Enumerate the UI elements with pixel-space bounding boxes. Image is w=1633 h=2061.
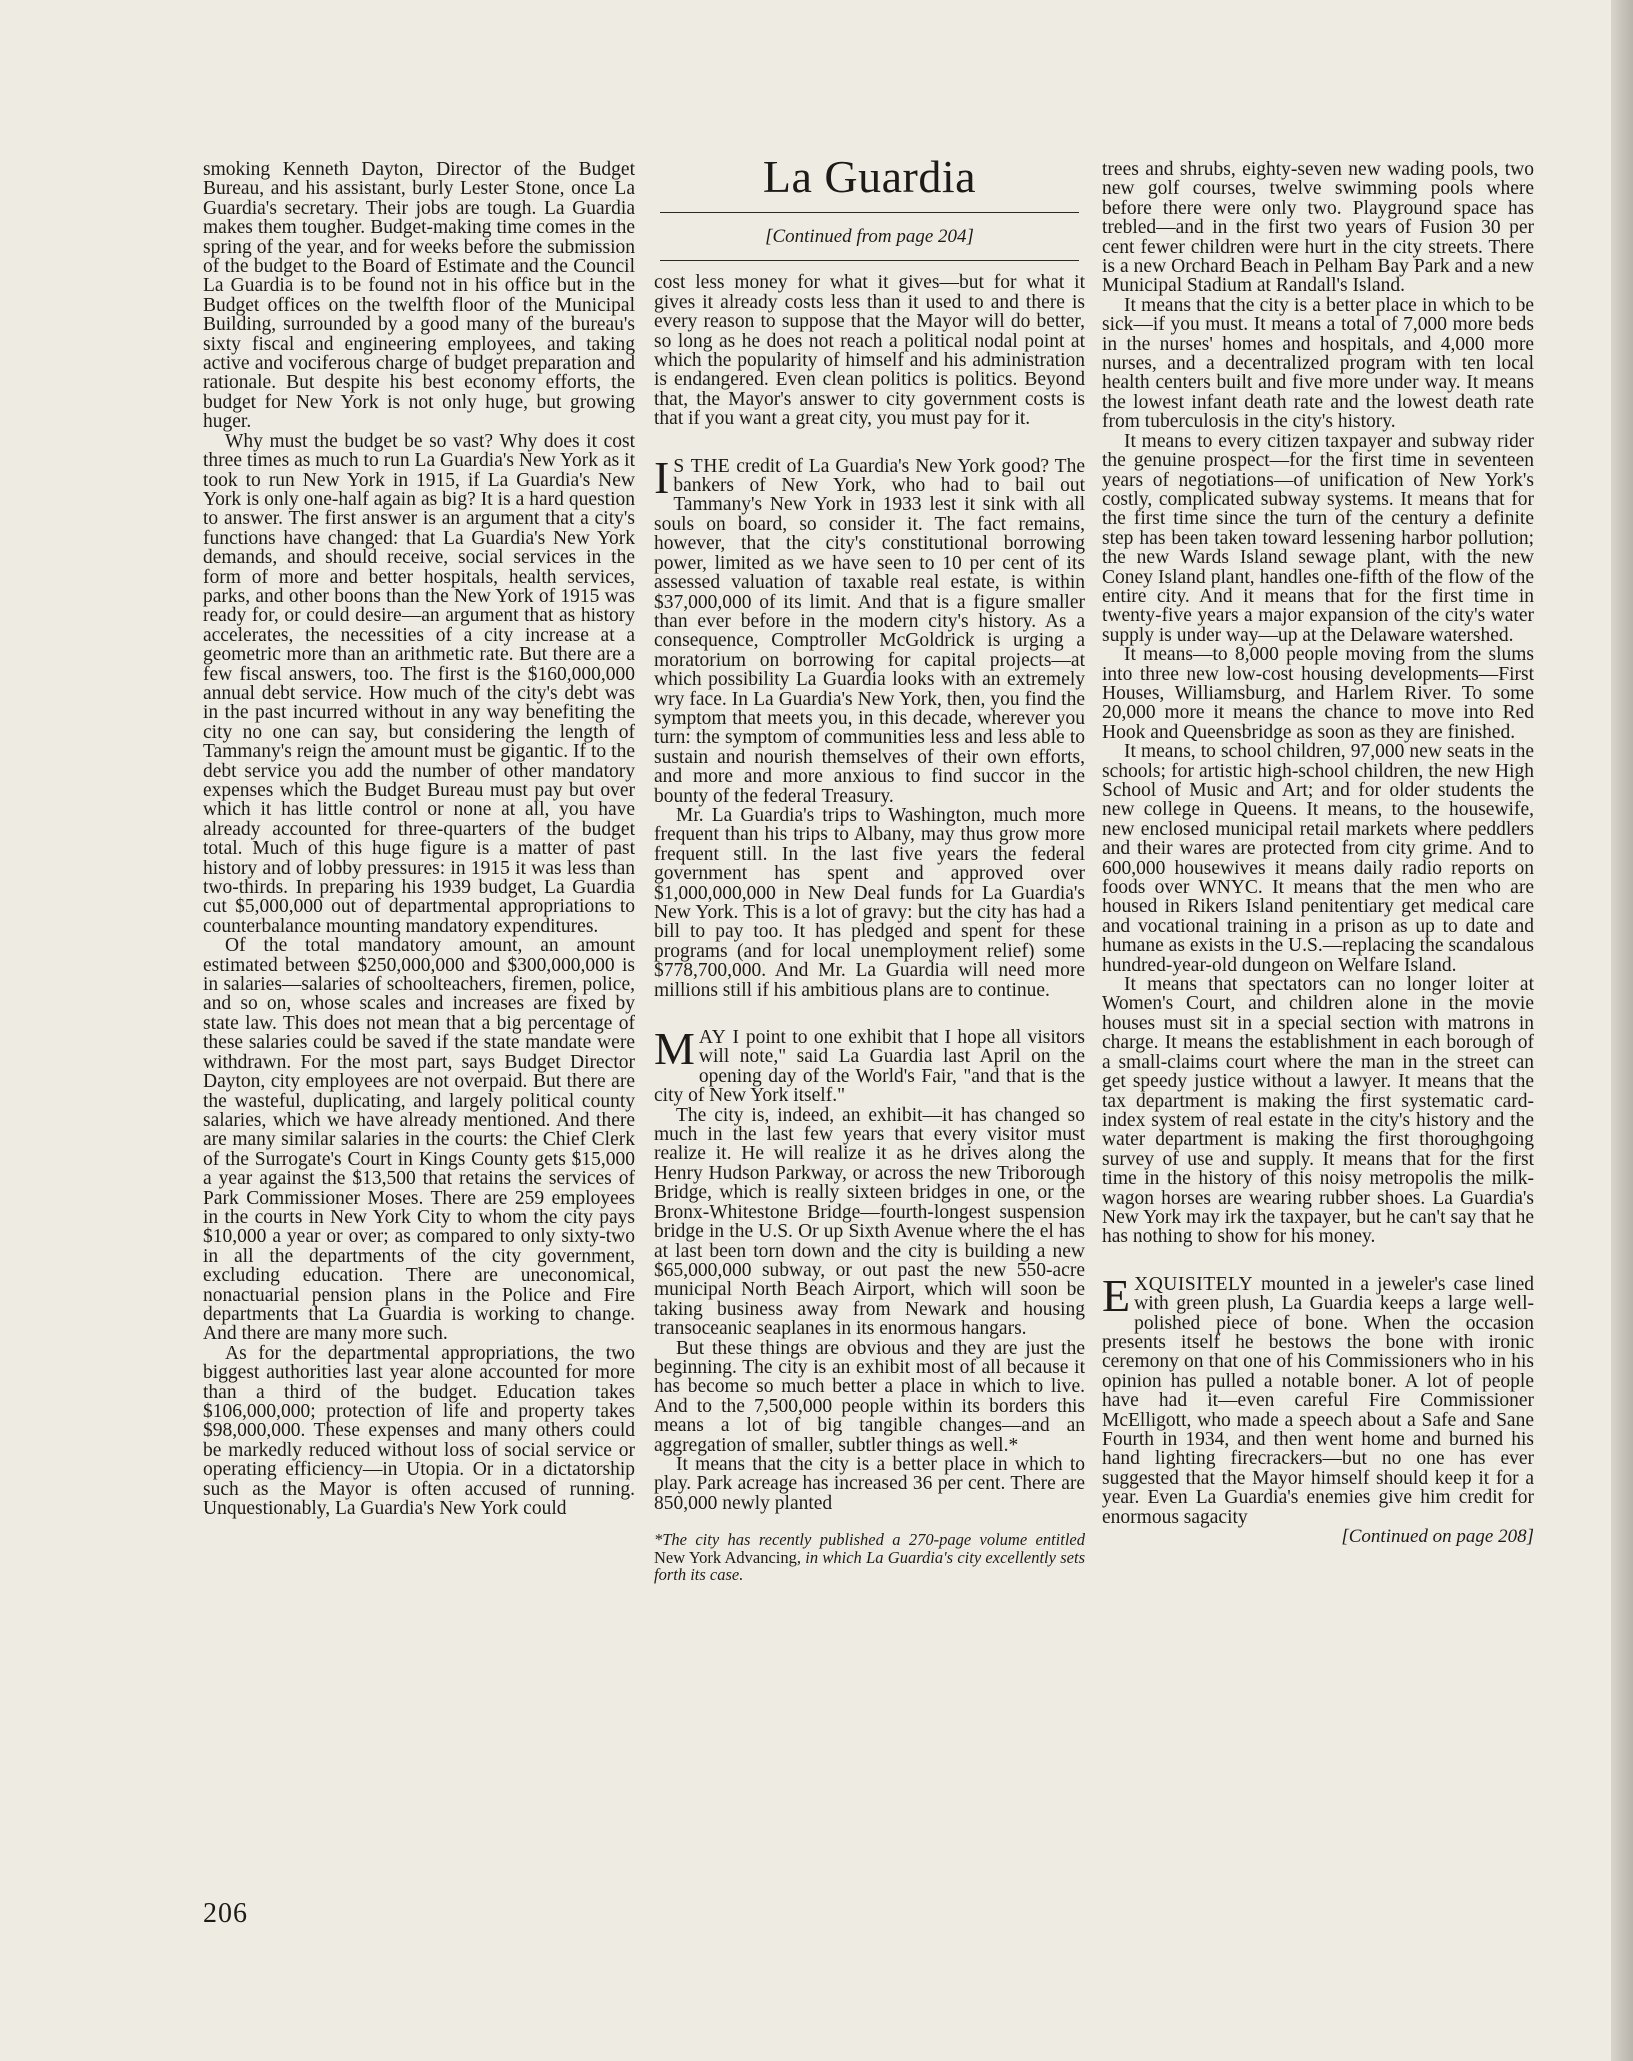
paragraph: trees and shrubs, eighty-seven new wading pools, two new golf courses, twelve swimming pools where before there were only two. Playground space has trebled—and in the first two years of Fusion 30 per cent fewer children were hurt in the city streets. There is a new Orchard Beach in Pelham Bay Park and a new Municipal Stadium at Randall's Island. bbox=[1102, 159, 1534, 297]
section-break bbox=[1102, 1247, 1534, 1275]
paragraph: But these things are obvious and they are just the beginning. The city is an exhibit most of all because it has become so much better a place in which to live. And to the 7,500,000 people within its borders this means a lot of big tangible changes—and an aggregation of smaller, subtler things as well.* bbox=[654, 1337, 1085, 1456]
footnote bbox=[654, 1531, 1085, 1584]
footnote-text: in which La Guardia's city excellently sets forth its case. bbox=[654, 1547, 1085, 1585]
page-edge bbox=[1611, 0, 1633, 2061]
continued-rule bbox=[660, 260, 1079, 261]
drop-cap: M bbox=[654, 1023, 695, 1075]
paragraph: Why must the budget be so vast? Why does it cost three times as much to run La Guardia's New York as it took to run New York in 1915, if La Guardia's New York is only one-half again as big? It is a hard question to answer. The first answer is an argument that a city's functions have changed: that La Guardia's New York demands, and should receive, social services in the form of more and better hospitals, health services, parks, and other boons than the New York of 1915 was ready for, or could desire—an argument that as history accelerates, the necessities of a city increase at a geometric more than an arithmetic rate. But there are a few fiscal answers, too. The first is the $160,000,000 annual debt service. How much of the city's debt was in the past incurred without in any way benefiting the city no one can say, but considering the length of Tammany's reign the amount must be gigantic. If to the debt service you add the number of other mandatory expenses which the Budget Bureau must pay but over which it has little control or none at all, you have already accounted for three-quarters of the budget total. Much of this huge figure is a matter of past history and of lobby pressures: in 1915 it was less than two-thirds. In preparing his 1939 budget, La Guardia cut $5,000,000 out of departmental appropriations to counterbalance mounting mandatory expenditures. bbox=[203, 430, 635, 937]
middle-column bbox=[654, 151, 1086, 1585]
article-title: La Guardia bbox=[762, 151, 977, 202]
paragraph: Mr. La Guardia's trips to Washington, much more frequent than his trips to Albany, may thus grow more frequent still. In the last five years the federal government has spent and approved over $1,000,000,000 in New Deal funds for La Guardia's New York. This is a lot of gravy: but the city has had a bill to pay too. It has pledged and spent for these programs (and for local unemployment relief) some $778,700,000. And Mr. La Guardia will need more millions still if his ambitious plans are to continue. bbox=[654, 804, 1085, 1001]
paragraph-text: mounted in a jeweler's case lined with green plush, La Guardia keeps a large well-polished piece of bone. When the occasion presents itself he bestows the bone with ironic ceremony on that one of his Commissioners who in his opinion has pulled a notable boner. A lot of people have had it—even careful Fire Commissioner McElligott, who made a speech about a Safe and Sane Fourth in 1934, and then went home and burned his hand lighting firecrackers—but no one has ever suggested that the Mayor himself should keep it for a year. Even La Guardia's enemies give him credit for enormous sagacity bbox=[1102, 1273, 1535, 1528]
drop-cap: E bbox=[1102, 1269, 1131, 1321]
section-break bbox=[654, 429, 1085, 457]
page-number: 206 bbox=[203, 1898, 248, 1929]
lead-in: AY I bbox=[698, 1027, 740, 1049]
title-rule bbox=[660, 212, 1079, 213]
paragraph: It means to every citizen taxpayer and subway rider the genuine prospect—for the first time in seventeen years of negotiations—of unification of New York's costly, complicated subway systems. It means that for the first time since the turn of the century a definite step has been taken toward lessening harbor pollution; the new Wards Island sewage plant, with the new Coney Island plant, handles one-fifth of the flow of the entire city. And it means that for the first time in twenty-five years a major expansion of the city's water supply is under way—up at the Delaware watershed. bbox=[1102, 430, 1534, 646]
footnote-book-title: New York Advancing, bbox=[654, 1547, 801, 1567]
paragraph: It means—to 8,000 people moving from the slums into three new low-cost housing developments—First Houses, Williamsburg, and Harlem River. To some 20,000 more it means the chance to move into Red Hook and Queensbridge as soon as they are finished. bbox=[1102, 644, 1534, 743]
paragraph-with-dropcap bbox=[1102, 1269, 1535, 1528]
paragraph: cost less money for what it gives—but for what it gives it already costs less than it used to and there is every reason to suppose that the Mayor will do better, so long as he does not reach a political nodal point at which the popularity of himself and his administration is endangered. Even clean politics is politics. Beyond that, the Mayor's answer to city government costs is that if you want a great city, you must pay for it. bbox=[654, 272, 1085, 430]
paragraph-with-dropcap bbox=[654, 1023, 1085, 1107]
continued-on-note: [Continued on page 208] bbox=[1341, 1526, 1534, 1548]
paragraph: It means that spectators can no longer loiter at Women's Court, and children alone in the movie houses must sit in a special section with matrons in charge. It means the establishment in each borough of a small-claims court where the man in the street can get speedy justice without a lawyer. It means that the tax department is making the first systematic card-index system of real estate in the city's history and the water department is making the first thoroughgoing survey of use and supply. It means that for the first time in the history of this noisy metropolis the milk-wagon horses are wearing rubber shoes. La Guardia's New York may irk the taxpayer, but he can't say that he has nothing to show for his money. bbox=[1102, 974, 1534, 1248]
lead-in: XQUISITELY bbox=[1134, 1273, 1254, 1295]
paragraph-with-dropcap bbox=[654, 451, 1086, 807]
paragraph: Of the total mandatory amount, an amount estimated between $250,000,000 and $300,000,000 is in salaries—salaries of schoolteachers, firemen, police, and so on, whose scales and increases are fixed by state law. This does not mean that a big percentage of these salaries could be saved if the state mandate were withdrawn. For the most part, says Budget Director Dayton, city employees are not overpaid. But there are the wasteful, duplicating, and largely political county salaries, which we have already mentioned. And there are many similar salaries in the courts: the Chief Clerk of the Surrogate's Court in Kings County gets $15,000 a year against the $13,500 that retains the services of Park Commissioner Moses. There are 259 employees in the courts in New York City to whom the city pays $10,000 a year or over; as compared to only sixty-two in all the departments of the city government, excluding education. There are uneconomical, nonactuarial pension plans in the Police and Fire departments that La Guardia is working to change. And there are many more such. bbox=[203, 935, 635, 1345]
paragraph: smoking Kenneth Dayton, Director of the Budget Bureau, and his assistant, burly Lester Stone, once La Guardia's secretary. Their jobs are tough. La Guardia makes them tougher. Budget-making time comes in the spring of the year, and for weeks before the submission of the budget to the Board of Estimate and the Council La Guardia is to be found not in his office but in the Budget offices on the twelfth floor of the Municipal Building, surrounded by a good many of the bureau's sixty fiscal and engineering employees, and taking active and vociferous charge of budget preparation and rationale. But despite his best economy efforts, the budget for New York is not only huge, but growing huger. bbox=[203, 159, 635, 433]
footnote-text: *The city has recently published a 270-page volume entitled bbox=[654, 1530, 1085, 1550]
drop-cap: I bbox=[654, 451, 670, 503]
paragraph: It means that the city is a better place in which to be sick—if you must. It means a total of 7,000 more beds in the nurses' homes and hospitals, and 4,000 more nurses, and a decentralized program with ten local health centers built and five more under way. It means the lowest infant death rate and the lowest death rate from tuberculosis in the city's history. bbox=[1102, 294, 1534, 433]
lead-in: S THE bbox=[673, 455, 731, 477]
paragraph-text: credit of La Guardia's New York good? The bankers of New York, who had to bail out Tammany's New York in 1933 lest it sink with all souls on board, so consider it. The fact remains, however, that the city's constitutional borrowing power, limited as we have seen to 10 per cent of its assessed valuation of taxable real estate, is within $37,000,000 of its limit. And that is a figure smaller than ever before in the modern city's history. As a consequence, Comptroller McGoldrick is urging a moratorium on borrowing for capital projects—at which possibility La Guardia looks with an extremely wry face. In La Guardia's New York, then, you find the symptom that meets you, in this decade, wherever you turn: the symptom of communities less and less able to sustain and nourish themselves of their own efforts, and more and more anxious to find succor in the bounty of the federal Treasury. bbox=[654, 455, 1086, 807]
section-break bbox=[654, 1000, 1085, 1028]
paragraph: As for the departmental appropriations, the two biggest authorities last year alone accounted for more than a third of the budget. Education takes $106,000,000; protection of life and property takes $98,000,000. These expenses and many others could be markedly reduced without loss of social service or operating efficiency—in Utopia. Or in a dictatorship such as the Mayor is often accused of running. Unquestionably, La Guardia's New York could bbox=[203, 1342, 635, 1520]
paragraph: The city is, indeed, an exhibit—it has changed so much in the last few years that every visitor must realize it. He will realize it as he drives along the Henry Hudson Parkway, or across the new Triborough Bridge, which is really sixteen bridges in one, or the Bronx-Whitestone Bridge—fourth-longest suspension bridge in the U.S. Or up Sixth Avenue where the el has at last been torn down and the city is building a new $65,000,000 subway, or out past the new 550-acre municipal North Beach Airport, which will soon be taking business away from Newark and housing transoceanic seaplanes in its enormous hangars. bbox=[654, 1104, 1085, 1340]
paragraph: It means that the city is a better place in which to play. Park acreage has increased 36 per cent. There are 850,000 newly planted bbox=[654, 1453, 1085, 1514]
continued-from-note: [Continued from page 204] bbox=[765, 226, 974, 247]
paragraph: It means, to school children, 97,000 new seats in the schools; for artistic high-school children, the new High School of Music and Art; and for older students the new college in Queens. It means, to the housewife, new enclosed municipal retail markets where peddlers and their wares are protected from city grime. And to 600,000 housewives it means daily radio reports on foods over WNYC. It means that the men who are housed in Rikers Island penitentiary get medical care and vocational training in a prison as up to date and humane as exists in the U.S.—replacing the scandalous hundred-year-old dungeon on Welfare Island. bbox=[1102, 741, 1534, 976]
right-column bbox=[1102, 160, 1534, 1546]
left-column bbox=[203, 160, 635, 1518]
paragraph-text: point to one exhibit that I hope all visitors will note," said La Guardia last April on the opening day of the World's Fair, "and that is the city of New York itself." bbox=[654, 1027, 1085, 1107]
